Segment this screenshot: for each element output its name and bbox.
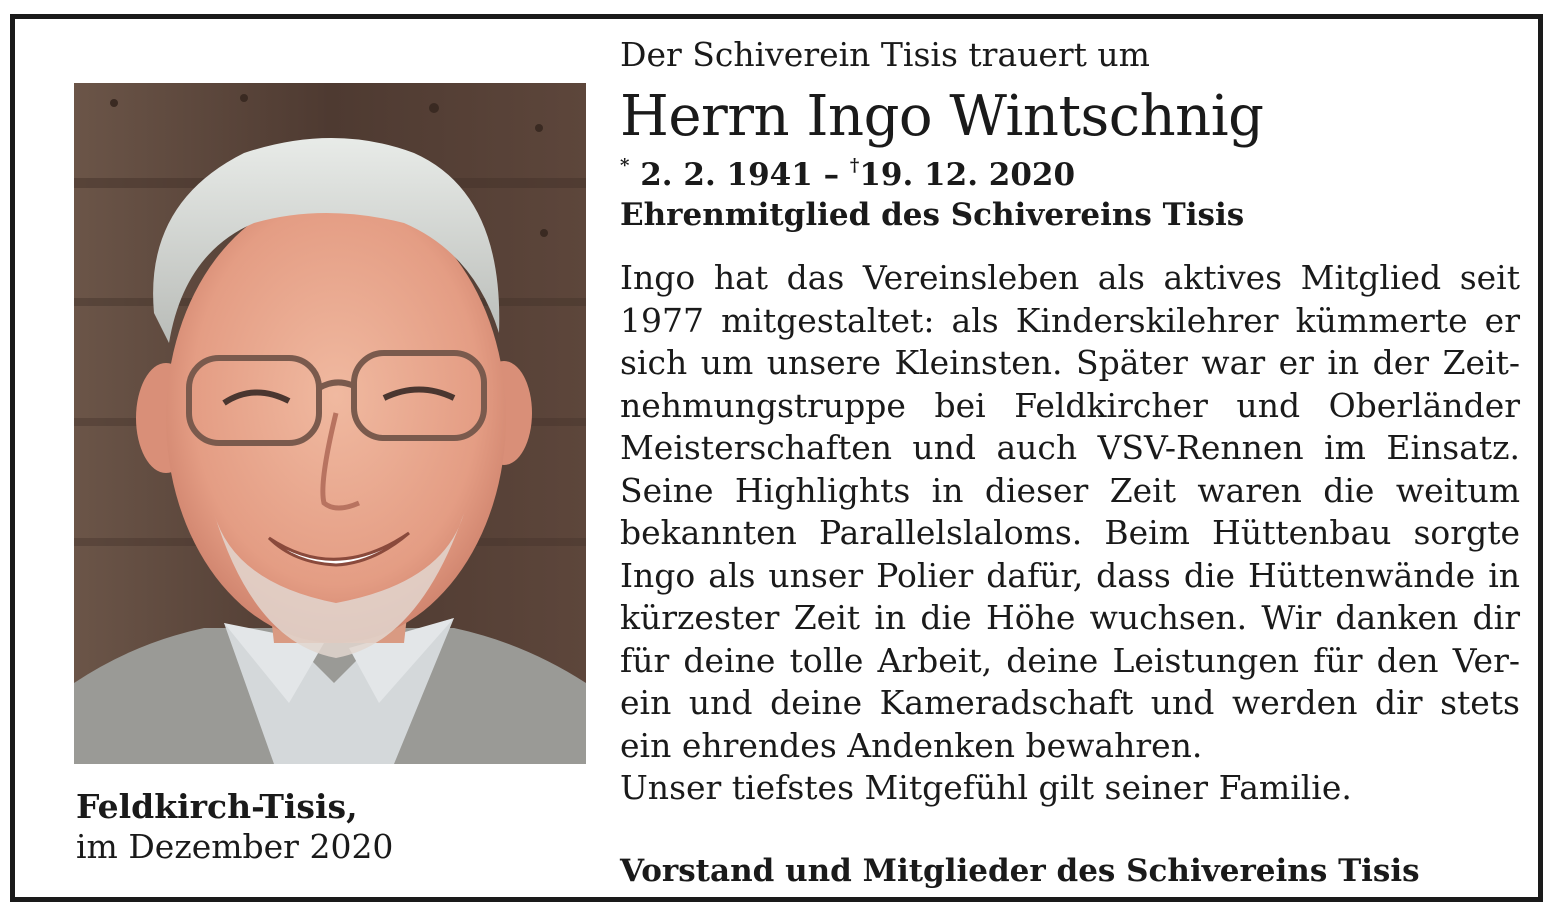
tribute-line: Seine Highlights in dieser Zeit waren die weitum: [620, 470, 1520, 510]
birth-date: 2. 2. 1941: [640, 157, 813, 193]
deceased-name: Herrn Ingo Wintschnig: [620, 84, 1264, 149]
condolence-line: Unser tiefstes Mitgefühl gilt seiner Familie.: [620, 768, 1352, 807]
birth-symbol: *: [620, 154, 630, 176]
life-dates: [620, 155, 1520, 195]
tribute-line: für deine tolle Arbeit, deine Leistungen für den Ver-: [620, 640, 1520, 680]
death-symbol: †: [849, 154, 860, 176]
place-label: Feldkirch-Tisis,: [76, 787, 358, 826]
date-dash: –: [823, 157, 840, 193]
tribute-line: ein ehrendes Andenken bewahren.: [620, 725, 1203, 765]
tribute-line: sich um unsere Kleinsten. Später war er in der Zeit-: [620, 343, 1520, 382]
place-date-block: [76, 787, 393, 867]
date-label: im Dezember 2020: [76, 827, 394, 866]
portrait-photo: [74, 83, 586, 764]
notice-text: [620, 33, 1520, 810]
tribute-line: Ingo als unser Polier dafür, dass die Hüttenwände in: [620, 555, 1520, 595]
tribute-line: nehmungstruppe bei Feldkircher und Oberländer: [620, 385, 1520, 425]
tribute-line: 1977 mitgestaltet: als Kinderskilehrer kümmerte er: [620, 300, 1520, 340]
tribute-line: bekannten Parallelslaloms. Beim Hüttenbau sorgte: [620, 513, 1520, 552]
intro-line: Der Schiverein Tisis trauert um: [620, 35, 1150, 74]
tribute-line: Ingo hat das Vereinsleben als aktives Mitglied seit: [620, 258, 1520, 297]
obituary-notice: [10, 14, 1543, 902]
tribute-line: ein und deine Kameradschaft und werden dir stets: [620, 683, 1520, 722]
tribute-line: Meisterschaften und auch VSV-Rennen im Einsatz.: [620, 428, 1520, 467]
tribute-line: kürzester Zeit in die Höhe wuchsen. Wir danken dir: [620, 598, 1520, 637]
tribute-text: [620, 257, 1520, 810]
death-date: 19. 12. 2020: [859, 157, 1076, 193]
signature-line: Vorstand und Mitglieder des Schivereins Tisis: [620, 853, 1420, 889]
honorary-role: Ehrenmitglied des Schivereins Tisis: [620, 197, 1245, 233]
